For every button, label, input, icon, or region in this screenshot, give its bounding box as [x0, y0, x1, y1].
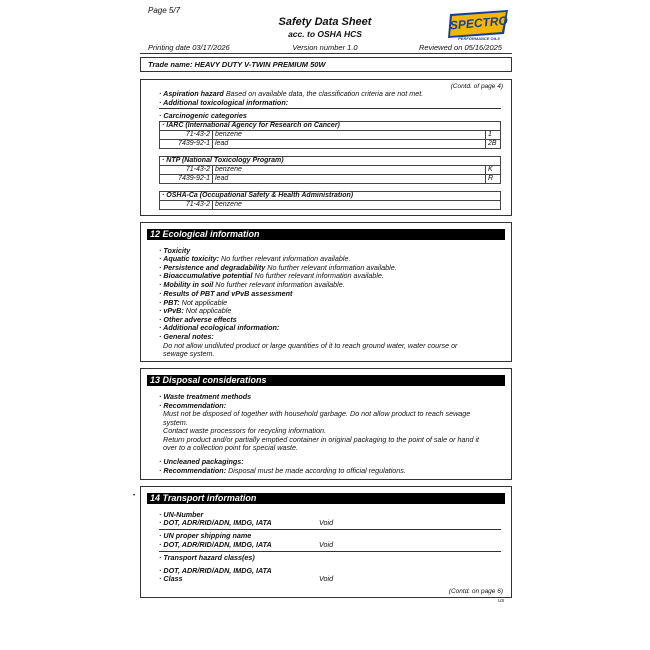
aquatic-toxicity: · Aquatic toxicity: No further relevant information available. [159, 254, 351, 263]
bioaccumulative: · Bioaccumulative potential No further relevant information available. [159, 271, 384, 280]
pbt-results: · Results of PBT and vPvB assessment [159, 289, 293, 298]
general-notes: · General notes: [159, 332, 214, 341]
disposal-recommendation: · Recommendation: Disposal must be made according to official regulations. [159, 466, 406, 475]
logo-subtext: PERFORMANCE OILS [458, 36, 500, 41]
logo-text: SPECTRO [449, 13, 509, 33]
recommendation-line-3: Contact waste processors for recycling information. [163, 426, 326, 435]
general-notes-line-2: sewage system. [163, 349, 215, 358]
aspiration-hazard: · Aspiration hazard Based on available data, the classification criteria are not met. [159, 89, 424, 98]
iarc-table [159, 121, 501, 149]
divider [159, 529, 501, 530]
pbt: · PBT: Not applicable [159, 298, 228, 307]
section-14-box [140, 486, 512, 598]
iarc-header: · IARC (International Agency for Research on Cancer) [160, 122, 501, 131]
persistence: · Persistence and degradability No further relevant information available. [159, 263, 397, 272]
class-label: · Class [159, 574, 183, 583]
recommendation-line-1: Must not be disposed of together with household garbage. Do not allow product to reach sewage [163, 409, 471, 418]
printing-date: Printing date 03/17/2026 [148, 43, 230, 52]
other-adverse-effects: · Other adverse effects [159, 315, 237, 324]
divider [159, 108, 501, 109]
header-divider [140, 53, 512, 54]
un-number: · UN-Number [159, 510, 204, 519]
version-number: Version number 1.0 [292, 43, 358, 52]
table-row: 7439-92-1 lead 2B [160, 140, 501, 149]
reviewed-date: Reviewed on 05/16/2025 [419, 43, 502, 52]
section-12-heading: 12 Ecological information [147, 229, 505, 240]
transport-hazard-class: · Transport hazard class(es) [159, 553, 255, 562]
carcinogenic-categories: · Carcinogenic categories [159, 111, 247, 120]
osha-header: · OSHA-Ca (Occupational Safety & Health Administration) [160, 192, 501, 201]
recommendation: · Recommendation: [159, 401, 227, 410]
recommendation-line-4: Return product and/or partially emptied container in original packaging to the point of sale or hand it [163, 435, 480, 444]
page-number: Page 5/7 [148, 6, 181, 15]
table-row: 71-43-2 benzene [160, 201, 501, 210]
recommendation-line-5: over to a collection point for special waste. [163, 443, 299, 452]
continued-on: (Contd. on page 6) [448, 588, 503, 595]
spectro-logo [446, 8, 512, 42]
toxicity: · Toxicity [159, 246, 191, 255]
table-row: 71-43-2 benzene K [160, 166, 501, 175]
section-13-box [140, 368, 512, 480]
margin-dot: • [133, 493, 136, 499]
uncleaned-packagings: · Uncleaned packagings: [159, 457, 244, 466]
osha-table [159, 191, 501, 210]
mobility: · Mobility in soil No further relevant information available. [159, 280, 345, 289]
un-shipping-name: · UN proper shipping name [159, 531, 252, 540]
document-subtitle: acc. to OSHA HCS [288, 29, 362, 39]
additional-tox-info: · Additional toxicological information: [159, 98, 289, 107]
un-number-value: Void [319, 518, 334, 527]
general-notes-line-1: Do not allow undiluted product or large quantities of it to reach ground water, water course or [163, 341, 458, 350]
shipping-name-value: Void [319, 540, 334, 549]
continued-from: (Contd. of page 4) [450, 83, 503, 90]
dot-label-1: · DOT, ADR/RID/ADN, IMDG, IATA [159, 518, 272, 527]
recommendation-line-2: system. [163, 418, 188, 427]
footer-code: US [498, 598, 505, 603]
section-14-heading: 14 Transport information [147, 493, 505, 504]
section-11-box [140, 79, 512, 216]
section-13-heading: 13 Disposal considerations [147, 375, 505, 386]
table-row: 7439-92-1 lead R [160, 175, 501, 184]
additional-eco-info: · Additional ecological information: [159, 323, 280, 332]
waste-treatment-methods: · Waste treatment methods [159, 392, 252, 401]
ntp-header: · NTP (National Toxicology Program) [160, 157, 501, 166]
divider [159, 551, 501, 552]
dot-label-2: · DOT, ADR/RID/ADN, IMDG, IATA [159, 540, 272, 549]
document-title: Safety Data Sheet [278, 16, 372, 28]
trade-name: Trade name: HEAVY DUTY V-TWIN PREMIUM 50W [148, 60, 326, 69]
dot-label-3: · DOT, ADR/RID/ADN, IMDG, IATA [159, 566, 272, 575]
vpvb: · vPvB: Not applicable [159, 306, 232, 315]
ntp-table [159, 156, 501, 184]
trade-name-box [140, 57, 512, 72]
section-12-box [140, 222, 512, 362]
table-row: 71-43-2 benzene 1 [160, 131, 501, 140]
class-value: Void [319, 574, 334, 583]
